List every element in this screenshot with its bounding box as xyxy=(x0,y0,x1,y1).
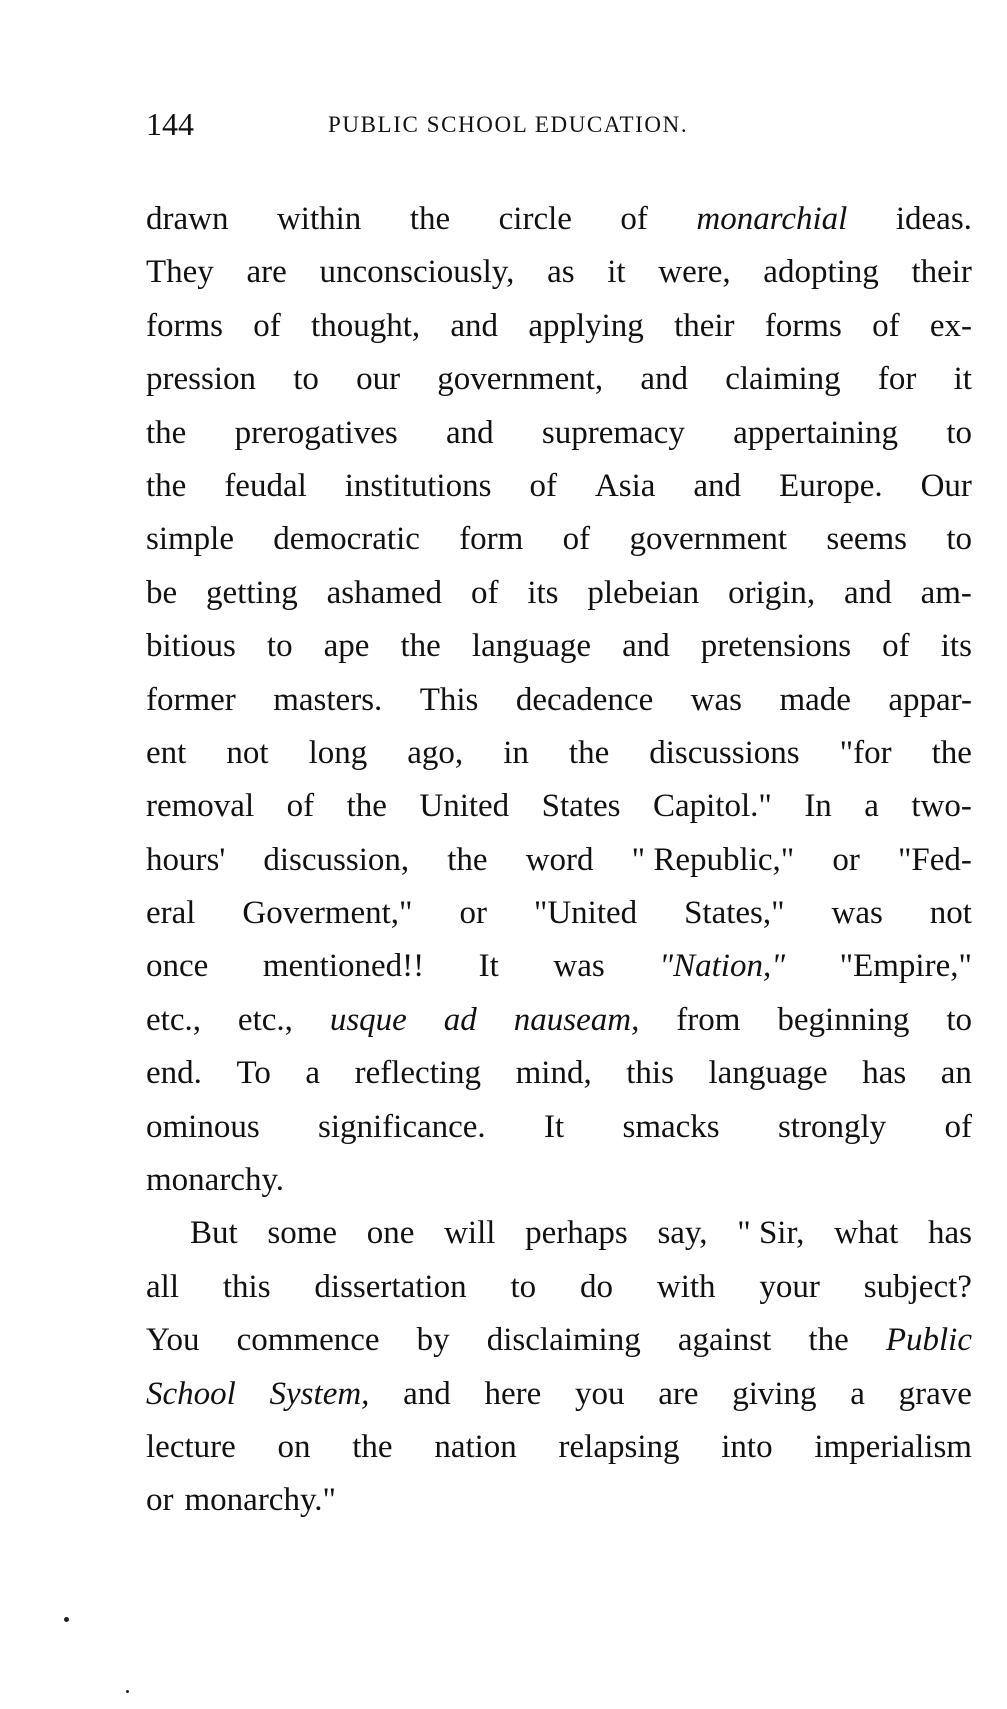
word: and xyxy=(622,628,670,665)
word: circle xyxy=(498,201,572,237)
italic-word: "Nation," xyxy=(659,948,786,985)
word: to xyxy=(266,628,293,665)
word: our xyxy=(356,361,401,398)
word: are xyxy=(246,254,287,291)
word: of xyxy=(253,307,281,344)
word: and xyxy=(640,361,689,398)
word: the xyxy=(146,467,187,504)
word: from xyxy=(676,1001,741,1038)
word: They xyxy=(146,254,214,291)
italic-word: ad xyxy=(443,1001,477,1038)
word: plebeian xyxy=(587,574,700,611)
word: strongly xyxy=(777,1108,887,1145)
word: feudal xyxy=(224,467,307,504)
word: appertaining xyxy=(733,414,899,451)
text-line xyxy=(146,1047,972,1100)
word: reflecting xyxy=(354,1055,482,1092)
word: decadence xyxy=(515,681,654,718)
word: of xyxy=(562,521,591,558)
text-line xyxy=(146,1314,972,1367)
word: or xyxy=(832,841,860,878)
text-line xyxy=(146,193,972,246)
word: unconsciously, xyxy=(319,254,515,291)
word: relapsing xyxy=(558,1428,680,1465)
word: monarchy. xyxy=(146,1162,285,1199)
word: with xyxy=(656,1268,716,1305)
text-line xyxy=(146,727,972,780)
word: and xyxy=(445,414,494,451)
word: former xyxy=(146,681,236,718)
word: will xyxy=(444,1215,496,1252)
word: as xyxy=(547,254,575,291)
word: be xyxy=(146,574,178,611)
word: to xyxy=(946,414,972,451)
word: into xyxy=(721,1428,773,1465)
word: form xyxy=(459,521,524,558)
word: pression xyxy=(146,361,256,398)
word: States xyxy=(541,788,621,825)
word: simple xyxy=(146,521,234,558)
word: this xyxy=(626,1055,674,1092)
word: this xyxy=(222,1268,271,1305)
word: its xyxy=(940,628,972,665)
word: do xyxy=(580,1268,613,1305)
word: language xyxy=(471,628,592,665)
word: and xyxy=(844,574,892,611)
word: giving xyxy=(732,1375,817,1412)
italic-word: School xyxy=(146,1375,236,1412)
word: imperialism xyxy=(814,1428,972,1465)
word: a xyxy=(864,788,879,825)
word: the xyxy=(146,414,187,451)
text-line xyxy=(146,300,972,353)
word: and xyxy=(450,307,499,344)
word: It xyxy=(478,948,499,985)
word: prerogatives xyxy=(234,414,398,451)
word: of xyxy=(882,628,910,665)
word: within xyxy=(276,201,362,237)
text-line xyxy=(146,1101,972,1154)
word: it xyxy=(607,254,626,291)
word: etc., xyxy=(237,1001,293,1038)
word: mentioned!! xyxy=(262,948,425,985)
word: ent xyxy=(146,734,187,771)
word: mind, xyxy=(515,1055,592,1092)
word: getting xyxy=(206,574,298,611)
word: eral xyxy=(146,895,196,932)
word: smacks xyxy=(622,1108,720,1145)
text-line xyxy=(146,1207,972,1260)
word: In xyxy=(804,788,832,825)
word: was xyxy=(831,895,883,932)
word: of xyxy=(529,467,557,504)
word: their xyxy=(674,307,735,344)
italic-word: Public xyxy=(885,1322,972,1359)
word: beginning xyxy=(777,1001,910,1038)
word: perhaps xyxy=(525,1215,628,1252)
text-line xyxy=(146,1261,972,1314)
word: of xyxy=(620,201,648,237)
word: not xyxy=(929,895,972,932)
word: appar- xyxy=(888,681,972,718)
word: by xyxy=(416,1322,450,1359)
word: its xyxy=(527,574,559,611)
word: ape xyxy=(323,628,370,665)
word: But xyxy=(190,1215,238,1252)
word: the xyxy=(409,201,451,237)
word: you xyxy=(574,1375,625,1412)
word: and xyxy=(403,1375,451,1412)
word: what xyxy=(834,1215,899,1252)
page-header xyxy=(146,104,974,154)
word: Asia xyxy=(594,467,656,504)
word: seems xyxy=(826,521,908,558)
word: of xyxy=(286,788,315,825)
word: language xyxy=(708,1055,828,1092)
word: United xyxy=(419,788,510,825)
word: for xyxy=(877,361,917,398)
word: significance. xyxy=(318,1108,486,1145)
word: was xyxy=(690,681,742,718)
word: "Empire," xyxy=(839,948,972,985)
word: an xyxy=(940,1055,972,1092)
word: your xyxy=(759,1268,820,1305)
word: all xyxy=(146,1268,179,1305)
text-line xyxy=(146,674,972,727)
word: to xyxy=(510,1268,537,1305)
word: the xyxy=(352,1428,393,1465)
word: removal xyxy=(146,788,255,825)
word: the xyxy=(808,1322,849,1359)
word: etc., xyxy=(146,1001,201,1038)
word: the xyxy=(447,841,488,878)
word: the xyxy=(400,628,441,665)
text-line xyxy=(146,834,972,887)
text-line xyxy=(146,1421,972,1474)
word: forms xyxy=(764,307,842,344)
body-text xyxy=(146,193,972,1528)
running-title: PUBLIC SCHOOL EDUCATION. xyxy=(328,112,689,137)
word: has xyxy=(862,1055,907,1092)
text-line xyxy=(146,940,972,993)
word: States," xyxy=(684,895,785,932)
word: hours' xyxy=(146,841,226,878)
text-line xyxy=(146,246,972,299)
text-line xyxy=(146,460,972,513)
word: democratic xyxy=(273,521,420,558)
word: This xyxy=(419,681,479,718)
word: word xyxy=(525,841,594,878)
word: dissertation xyxy=(314,1268,467,1305)
word: You xyxy=(146,1322,200,1359)
word: a xyxy=(305,1055,321,1092)
word: forms xyxy=(146,307,223,344)
word: Capitol." xyxy=(652,788,772,825)
text-line xyxy=(146,353,972,406)
word: ex- xyxy=(929,307,972,344)
word: of xyxy=(470,574,499,611)
word: say, xyxy=(657,1215,708,1252)
word: a xyxy=(850,1375,865,1412)
word: claiming xyxy=(725,361,841,398)
ink-speck xyxy=(126,1690,129,1693)
word: government, xyxy=(437,361,604,398)
word: adopting xyxy=(763,254,879,291)
word: institutions xyxy=(344,467,492,504)
word: were, xyxy=(658,254,731,291)
word: ideas. xyxy=(895,201,972,237)
word: end. xyxy=(146,1055,202,1092)
word: or xyxy=(459,895,487,932)
word: grave xyxy=(898,1375,972,1412)
word: thought, xyxy=(311,307,421,344)
word: drawn xyxy=(146,201,229,237)
word: masters. xyxy=(273,681,383,718)
word: ominous xyxy=(146,1108,260,1145)
italic-word: nauseam, xyxy=(513,1001,640,1038)
word: applying xyxy=(528,307,644,344)
word: it xyxy=(953,361,972,398)
word: "Fed- xyxy=(897,841,972,878)
word: here xyxy=(484,1375,542,1412)
word: am- xyxy=(920,574,972,611)
word: To xyxy=(236,1055,271,1092)
word: ashamed xyxy=(326,574,443,611)
word: pretensions xyxy=(700,628,852,665)
word: their xyxy=(911,254,972,291)
word: discussion, xyxy=(263,841,410,878)
text-line xyxy=(146,407,972,460)
word: some xyxy=(267,1215,338,1252)
word: has xyxy=(927,1215,972,1252)
italic-word: usque xyxy=(329,1001,407,1038)
text-line xyxy=(146,780,972,833)
text-line xyxy=(146,513,972,566)
word: disclaiming xyxy=(486,1322,641,1359)
word: made xyxy=(779,681,851,718)
word: are xyxy=(658,1375,699,1412)
word: the xyxy=(346,788,387,825)
word: discussions xyxy=(649,734,800,771)
italic-word: System, xyxy=(269,1375,370,1412)
text-line xyxy=(146,1368,972,1421)
word: was xyxy=(553,948,605,985)
text-line xyxy=(146,567,972,620)
word: lecture xyxy=(146,1428,236,1465)
word: nation xyxy=(434,1428,517,1465)
word: or xyxy=(146,1482,174,1519)
word: the xyxy=(931,734,972,771)
word: Europe. xyxy=(779,467,883,504)
word: one xyxy=(366,1215,415,1252)
word: "United xyxy=(533,895,638,932)
word: ago, xyxy=(407,734,464,771)
word: to xyxy=(293,361,319,398)
word: of xyxy=(944,1108,972,1145)
word: two- xyxy=(911,788,972,825)
page-number: 144 xyxy=(146,106,194,142)
text-line xyxy=(146,620,972,673)
word: not xyxy=(226,734,269,771)
word: the xyxy=(568,734,610,771)
word: once xyxy=(146,948,209,985)
word: of xyxy=(872,307,900,344)
text-line xyxy=(146,994,972,1047)
text-line xyxy=(146,1154,972,1207)
word: Our xyxy=(920,467,972,504)
word: and xyxy=(693,467,742,504)
word: supremacy xyxy=(541,414,685,451)
italic-word: monarchial xyxy=(696,201,848,237)
word: " Republic," xyxy=(631,841,795,878)
ink-speck xyxy=(64,1617,69,1622)
word: subject? xyxy=(863,1268,972,1305)
word: to xyxy=(946,1001,972,1038)
word: government xyxy=(629,521,788,558)
word: It xyxy=(544,1108,565,1145)
word: commence xyxy=(236,1322,380,1359)
word: on xyxy=(277,1428,311,1465)
word: to xyxy=(946,521,972,558)
word: origin, xyxy=(728,574,816,611)
word: "for xyxy=(839,734,892,771)
word: monarchy." xyxy=(184,1482,337,1519)
text-line xyxy=(146,1474,972,1527)
word: in xyxy=(503,734,529,771)
word: Goverment," xyxy=(242,895,413,932)
word: against xyxy=(677,1322,772,1359)
word: " Sir, xyxy=(737,1215,805,1252)
text-line xyxy=(146,887,972,940)
word: long xyxy=(308,734,368,771)
word: bitious xyxy=(146,628,236,665)
